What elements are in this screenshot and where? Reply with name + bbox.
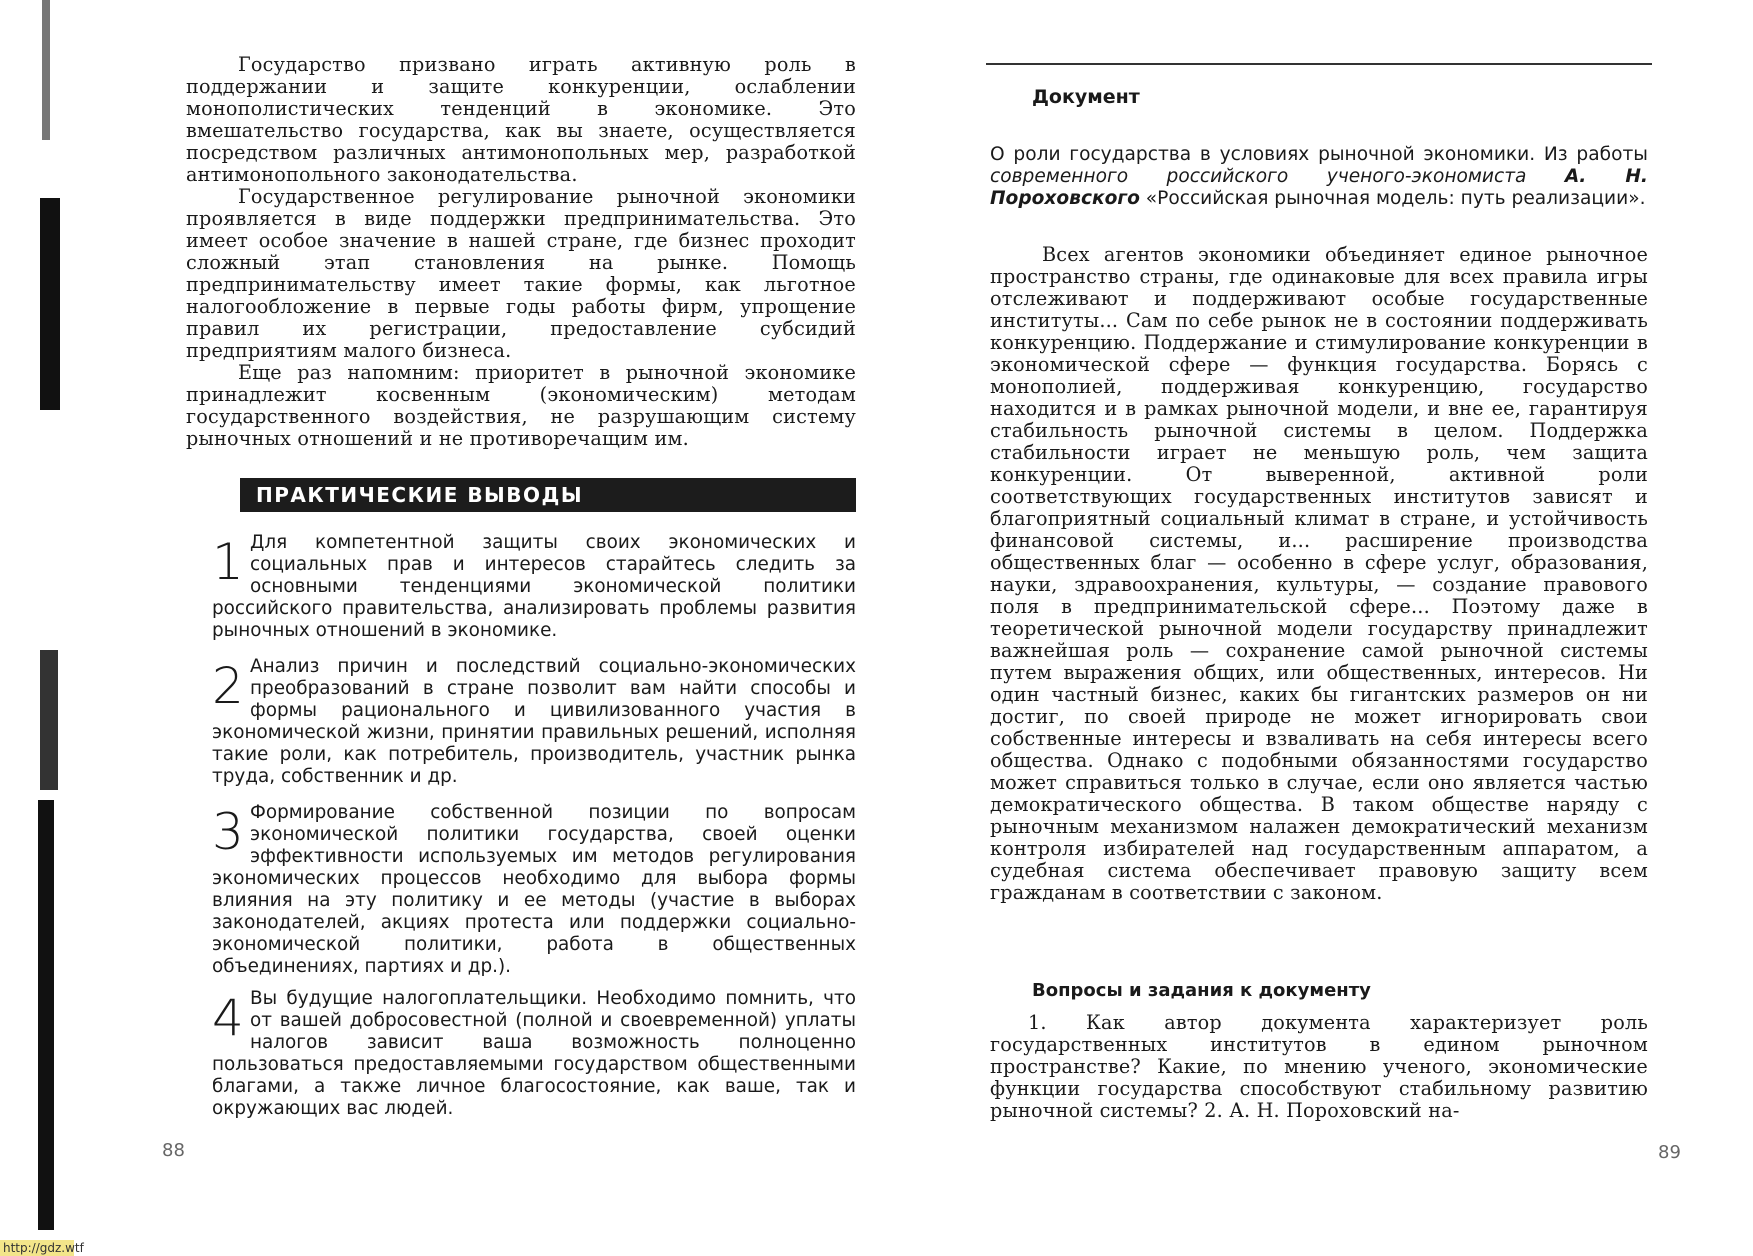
item-text: Вы будущие налогоплательщики. Необходимо помнить, что от вашей добросовестной (полной и своевременной) уплаты налогов зависит ваша возможность полноценно пользоваться предоставляемыми государством общественными благами, а также личное благосостояние, как ваше, так и окружающих вас людей. [212, 988, 856, 1119]
binding-shadow-top [42, 0, 50, 140]
left-page [0, 0, 876, 1256]
top-rule [986, 63, 1652, 65]
conclusion-item-1 [212, 532, 856, 642]
item-number: 2 [212, 657, 244, 715]
item-text: Формирование собственной позиции по вопросам экономической политики государства, своей оценки эффективности используемых им методов регулирования экономических процессов необходимо для выбора формы влияния на эту политику и ее методы (участие в выборах законодателей, акциях протеста или поддержки социально-экономической политики, работа в общественных объединениях, партиях и др.). [212, 802, 856, 977]
page-number-right: 89 [1658, 1142, 1681, 1163]
item-text: Для компетентной защиты своих экономических и социальных прав и интересов старайтесь следить за основными тенденциями экономической политики российского правительства, анализировать проблемы развития рыночных отношений в экономике. [212, 532, 856, 641]
item-number: 3 [212, 803, 244, 861]
item-number: 4 [212, 989, 244, 1047]
left-body-text [186, 54, 856, 450]
binding-shadow-bar [40, 198, 60, 410]
document-body [990, 244, 1648, 904]
binding-shadow-lower [38, 800, 54, 1230]
document-quote: Всех агентов экономики объединяет единое рыночное пространство страны, где одинаковые для всех правила игры отслеживают и поддерживают особые государственные институты... Сам по себе рынок не в состоянии поддерживать конкуренцию. Поддержание и стимулирование конкуренции в экономической сфере — функция государства. Борясь с монополией, поддерживая конкуренцию, государство находится и в рамках рыночной модели, и вне ее, гарантируя стабильность рыночной системы в целом. Поддержка стабильности играет не меньшую роль, чем защита конкуренции. От выверенной, активной роли соответствующих государственных институтов зависят и благоприятный социальный климат в стране, и устойчивость финансовой системы, и... расширение производства общественных благ — особенно в сфере услуг, образования, науки, здравоохранения, культуры, — создание правового поля в предпринимательской сфере... Поэтому даже в теоретической рыночной модели государству принадлежит важнейшая роль — сохранение самой рыночной системы путем выражения общих, или общественных, интересов. Ни один частный бизнес, каких бы гигантских размеров он ни достиг, по своей природе не может игнорировать свои собственные интересы и взваливать на себя интересы всего общества. Однако с подобными обязанностями государство может справиться только в случае, если оно является частью демократического общества. В таком обществе наряду с рыночным механизмом налажен демократический механизм контроля избирателей над государственным аппаратом, а судебная система обеспечивает правовую защиту всем гражданам в соответствии с законом. [990, 243, 1648, 904]
conclusion-item-2 [212, 656, 856, 788]
item-number: 1 [212, 533, 244, 591]
left-paragraph-2: Государственное регулирование рыночной экономики проявляется в виде поддержки предпринимательства. Это имеет особое значение в нашей стране, где бизнес проходит сложный этап становления на рынке. Помощь предпринимательству имеет такие формы, как льготное налогообложение в первые годы работы фирм, упрощение правил их регистрации, предоставление субсидий предприятиям малого бизнеса. [186, 185, 856, 362]
page-number-left: 88 [162, 1140, 185, 1161]
source-url-tag: http://gdz.wtf [0, 1240, 74, 1256]
binding-shadow-mid [40, 650, 58, 790]
conclusion-item-3 [212, 802, 856, 978]
left-paragraph-1: Государство призвано играть активную роль в поддержании и защите конкуренции, ослаблении монополистических тенденций в экономике. Это вмешательство государства, как вы знаете, осуществляется посредством различных антимонопольных мер, разработкой антимонопольного законодательства. [186, 53, 856, 186]
left-paragraph-3: Еще раз напомним: приоритет в рыночной экономике принадлежит косвенным (экономическим) методам государственного воздействия, не разрушающим систему рыночных отношений и не противоречащим им. [186, 361, 856, 450]
questions-text: 1. Как автор документа характеризует роль государственных институтов в едином рыночном пространстве? Какие, по мнению ученого, экономические функции государства способствуют стабильному развитию рыночной системы? 2. А. Н. Пороховский на- [990, 1011, 1648, 1122]
document-intro: О роли государства в условиях рыночной экономики. Из работы современного российского ученого-экономиста А. Н. Пороховского «Российская рыночная модель: путь реализации». [990, 144, 1648, 209]
conclusion-item-4 [212, 988, 856, 1120]
right-page [876, 0, 1753, 1256]
item-text: Анализ причин и последствий социально-экономических преобразований в стране позволит вам найти способы и формы рационального и цивилизованного участия в экономической жизни, принятии правильных решений, исполняя такие роли, как потребитель, производитель, участник рынка труда, собственник и др. [212, 656, 856, 787]
questions-heading: Вопросы и задания к документу [1032, 980, 1371, 1001]
document-heading: Документ [1032, 86, 1140, 108]
practical-conclusions-banner: ПРАКТИЧЕСКИЕ ВЫВОДЫ [240, 478, 856, 512]
